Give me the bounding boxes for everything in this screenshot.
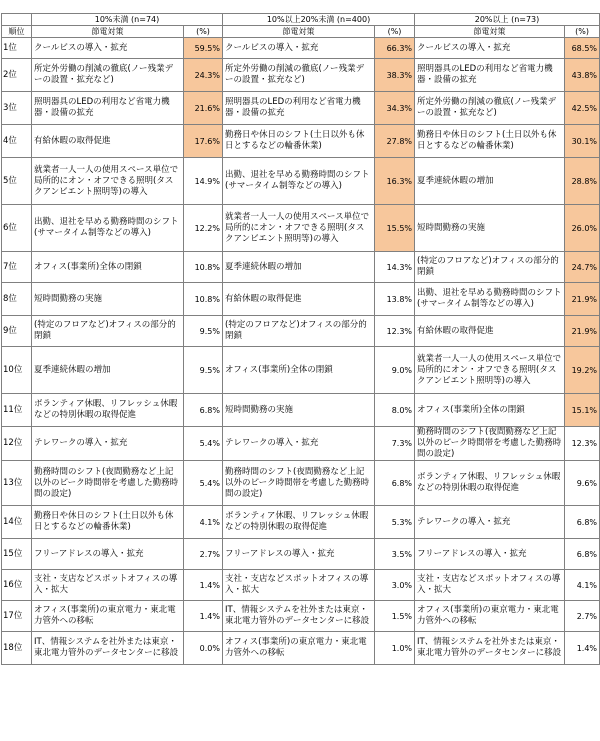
percent-cell: 14.9% <box>184 158 223 205</box>
column-header-row <box>2 26 600 38</box>
percent-cell: 6.8% <box>375 461 415 506</box>
measure-cell: (特定のフロアなど)オフィスの部分的閉鎖 <box>415 252 565 283</box>
percent-cell: 24.7% <box>565 252 600 283</box>
percent-cell: 15.1% <box>565 394 600 427</box>
measure-cell: 夏季連続休暇の増加 <box>415 158 565 205</box>
rank-cell: 3位 <box>2 92 32 125</box>
percent-cell: 59.5% <box>184 38 223 59</box>
percent-cell: 28.8% <box>565 158 600 205</box>
percent-cell: 0.0% <box>184 632 223 665</box>
measure-cell: IT、情報システムを社外または東京・東北電力管外のデータセンターに移設 <box>223 601 375 632</box>
percent-cell: 9.0% <box>375 347 415 394</box>
table-row <box>2 252 600 283</box>
measure-cell: オフィス(事業所)の東京電力・東北電力管外への移転 <box>415 601 565 632</box>
measure-cell: 支社・支店などスポットオフィスの導入・拡大 <box>32 570 184 601</box>
table-row <box>2 539 600 570</box>
percent-cell: 14.3% <box>375 252 415 283</box>
table-row <box>2 92 600 125</box>
pct-header: (%) <box>375 26 415 38</box>
table-row <box>2 347 600 394</box>
measure-cell: テレワークの導入・拡充 <box>32 427 184 461</box>
percent-cell: 42.5% <box>565 92 600 125</box>
percent-cell: 1.4% <box>565 632 600 665</box>
percent-cell: 21.9% <box>565 316 600 347</box>
table-row <box>2 125 600 158</box>
rank-header: 順位 <box>2 26 32 38</box>
measure-cell: 照明器具のLEDの利用など省電力機器・設備の拡充 <box>223 92 375 125</box>
table-row <box>2 283 600 316</box>
table-row <box>2 205 600 252</box>
measure-cell: 有給休暇の取得促進 <box>223 283 375 316</box>
table-row <box>2 38 600 59</box>
percent-cell: 1.0% <box>375 632 415 665</box>
rank-cell: 5位 <box>2 158 32 205</box>
percent-cell: 34.3% <box>375 92 415 125</box>
measure-cell: クールビスの導入・拡充 <box>223 38 375 59</box>
pct-header: (%) <box>565 26 600 38</box>
measure-cell: クールビスの導入・拡充 <box>415 38 565 59</box>
measure-cell: 照明器具のLEDの利用など省電力機器・設備の拡充 <box>415 59 565 92</box>
percent-cell: 5.4% <box>184 427 223 461</box>
measure-cell: フリーアドレスの導入・拡充 <box>223 539 375 570</box>
percent-cell: 15.5% <box>375 205 415 252</box>
measure-cell: 短時間勤務の実施 <box>32 283 184 316</box>
measure-cell: 支社・支店などスポットオフィスの導入・拡大 <box>223 570 375 601</box>
pct-header: (%) <box>184 26 223 38</box>
table-row <box>2 394 600 427</box>
measure-header: 節電対策 <box>32 26 184 38</box>
percent-cell: 9.6% <box>565 461 600 506</box>
percent-cell: 6.8% <box>184 394 223 427</box>
percent-cell: 38.3% <box>375 59 415 92</box>
rank-cell: 8位 <box>2 283 32 316</box>
measure-header: 節電対策 <box>223 26 375 38</box>
measure-cell: IT、情報システムを社外または東京・東北電力管外のデータセンターに移設 <box>415 632 565 665</box>
percent-cell: 43.8% <box>565 59 600 92</box>
rank-cell: 11位 <box>2 394 32 427</box>
corner-cell <box>2 14 32 26</box>
measure-cell: 短時間勤務の実施 <box>415 205 565 252</box>
percent-cell: 7.3% <box>375 427 415 461</box>
table-row <box>2 461 600 506</box>
measure-cell: ボランティア休暇、リフレッシュ休暇などの特別休暇の取得促進 <box>32 394 184 427</box>
percent-cell: 1.4% <box>184 601 223 632</box>
table-row <box>2 59 600 92</box>
percent-cell: 8.0% <box>375 394 415 427</box>
percent-cell: 27.8% <box>375 125 415 158</box>
table-row <box>2 632 600 665</box>
percent-cell: 10.8% <box>184 283 223 316</box>
percent-cell: 2.7% <box>565 601 600 632</box>
percent-cell: 10.8% <box>184 252 223 283</box>
measure-cell: 勤務時間のシフト(夜間勤務など上記以外のピーク時間帯を考慮した勤務時間の設定) <box>32 461 184 506</box>
rank-cell: 2位 <box>2 59 32 92</box>
percent-cell: 2.7% <box>184 539 223 570</box>
measure-cell: オフィス(事業所)全体の閉鎖 <box>415 394 565 427</box>
measure-cell: (特定のフロアなど)オフィスの部分的閉鎖 <box>223 316 375 347</box>
measure-cell: 勤務時間のシフト(夜間勤務など上記以外のピーク時間帯を考慮した勤務時間の設定) <box>415 427 565 461</box>
percent-cell: 12.2% <box>184 205 223 252</box>
rank-cell: 13位 <box>2 461 32 506</box>
measure-cell: オフィス(事業所)全体の閉鎖 <box>223 347 375 394</box>
measure-cell: 出勤、退社を早める勤務時間のシフト(サマータイム制等などの導入) <box>32 205 184 252</box>
percent-cell: 21.9% <box>565 283 600 316</box>
rank-cell: 17位 <box>2 601 32 632</box>
measure-cell: テレワークの導入・拡充 <box>415 506 565 539</box>
percent-cell: 24.3% <box>184 59 223 92</box>
table-row <box>2 506 600 539</box>
table-row <box>2 316 600 347</box>
measure-cell: テレワークの導入・拡充 <box>223 427 375 461</box>
ranking-table <box>1 13 600 665</box>
percent-cell: 16.3% <box>375 158 415 205</box>
measure-cell: 所定外労働の削減の徹底(ノー残業デーの設置・拡充など) <box>223 59 375 92</box>
group-header-3: 20%以上 (n=73) <box>415 14 600 26</box>
measure-cell: 出勤、退社を早める勤務時間のシフト(サマータイム制等などの導入) <box>223 158 375 205</box>
percent-cell: 9.5% <box>184 316 223 347</box>
rank-cell: 16位 <box>2 570 32 601</box>
percent-cell: 66.3% <box>375 38 415 59</box>
percent-cell: 9.5% <box>184 347 223 394</box>
measure-cell: 所定外労働の削減の徹底(ノー残業デーの設置・拡充など) <box>415 92 565 125</box>
measure-cell: 勤務時間のシフト(夜間勤務など上記以外のピーク時間帯を考慮した勤務時間の設定) <box>223 461 375 506</box>
measure-cell: 就業者一人一人の使用スペース単位で局所的にオン・オフできる照明(タスクアンビエント照明等)の導入 <box>223 205 375 252</box>
percent-cell: 3.5% <box>375 539 415 570</box>
measure-cell: フリーアドレスの導入・拡充 <box>415 539 565 570</box>
measure-cell: 勤務日や休日のシフト(土日以外も休日とするなどの輪番休業) <box>32 506 184 539</box>
measure-cell: 有給休暇の取得促進 <box>32 125 184 158</box>
percent-cell: 12.3% <box>375 316 415 347</box>
measure-cell: フリーアドレスの導入・拡充 <box>32 539 184 570</box>
rank-cell: 7位 <box>2 252 32 283</box>
percent-cell: 17.6% <box>184 125 223 158</box>
measure-cell: 出勤、退社を早める勤務時間のシフト(サマータイム制等などの導入) <box>415 283 565 316</box>
rank-cell: 15位 <box>2 539 32 570</box>
rank-cell: 14位 <box>2 506 32 539</box>
measure-cell: オフィス(事業所)全体の閉鎖 <box>32 252 184 283</box>
rank-cell: 1位 <box>2 38 32 59</box>
percent-cell: 6.8% <box>565 539 600 570</box>
measure-cell: 勤務日や休日のシフト(土日以外も休日とするなどの輪番休業) <box>223 125 375 158</box>
rank-cell: 9位 <box>2 316 32 347</box>
percent-cell: 5.4% <box>184 461 223 506</box>
rank-cell: 4位 <box>2 125 32 158</box>
measure-cell: 夏季連続休暇の増加 <box>32 347 184 394</box>
group-header-row <box>2 14 600 26</box>
percent-cell: 6.8% <box>565 506 600 539</box>
percent-cell: 3.0% <box>375 570 415 601</box>
group-header-2: 10%以上20%未満 (n=400) <box>223 14 415 26</box>
rank-cell: 10位 <box>2 347 32 394</box>
percent-cell: 26.0% <box>565 205 600 252</box>
percent-cell: 4.1% <box>565 570 600 601</box>
measure-cell: 勤務日や休日のシフト(土日以外も休日とするなどの輪番休業) <box>415 125 565 158</box>
measure-cell: オフィス(事業所)の東京電力・東北電力管外への移転 <box>32 601 184 632</box>
measure-cell: 就業者一人一人の使用スペース単位で局所的にオン・オフできる照明(タスクアンビエント照明等)の導入 <box>32 158 184 205</box>
rank-cell: 18位 <box>2 632 32 665</box>
table-row <box>2 601 600 632</box>
measure-cell: ボランティア休暇、リフレッシュ休暇などの特別休暇の取得促進 <box>415 461 565 506</box>
measure-cell: クールビスの導入・拡充 <box>32 38 184 59</box>
measure-cell: 照明器具のLEDの利用など省電力機器・設備の拡充 <box>32 92 184 125</box>
percent-cell: 1.4% <box>184 570 223 601</box>
percent-cell: 1.5% <box>375 601 415 632</box>
percent-cell: 12.3% <box>565 427 600 461</box>
measure-cell: 有給休暇の取得促進 <box>415 316 565 347</box>
measure-cell: (特定のフロアなど)オフィスの部分的閉鎖 <box>32 316 184 347</box>
measure-cell: 就業者一人一人の使用スペース単位で局所的にオン・オフできる照明(タスクアンビエント照明等)の導入 <box>415 347 565 394</box>
measure-cell: ボランティア休暇、リフレッシュ休暇などの特別休暇の取得促進 <box>223 506 375 539</box>
percent-cell: 68.5% <box>565 38 600 59</box>
percent-cell: 30.1% <box>565 125 600 158</box>
measure-cell: 所定外労働の削減の徹底(ノー残業デーの設置・拡充など) <box>32 59 184 92</box>
measure-cell: 夏季連続休暇の増加 <box>223 252 375 283</box>
measure-cell: オフィス(事業所)の東京電力・東北電力管外への移転 <box>223 632 375 665</box>
measure-cell: 短時間勤務の実施 <box>223 394 375 427</box>
percent-cell: 19.2% <box>565 347 600 394</box>
table-row <box>2 570 600 601</box>
group-header-1: 10%未満 (n=74) <box>32 14 223 26</box>
percent-cell: 13.8% <box>375 283 415 316</box>
table-row <box>2 158 600 205</box>
percent-cell: 21.6% <box>184 92 223 125</box>
percent-cell: 5.3% <box>375 506 415 539</box>
table-row <box>2 427 600 461</box>
measure-cell: 支社・支店などスポットオフィスの導入・拡大 <box>415 570 565 601</box>
rank-cell: 12位 <box>2 427 32 461</box>
rank-cell: 6位 <box>2 205 32 252</box>
measure-header: 節電対策 <box>415 26 565 38</box>
percent-cell: 4.1% <box>184 506 223 539</box>
measure-cell: IT、情報システムを社外または東京・東北電力管外のデータセンターに移設 <box>32 632 184 665</box>
